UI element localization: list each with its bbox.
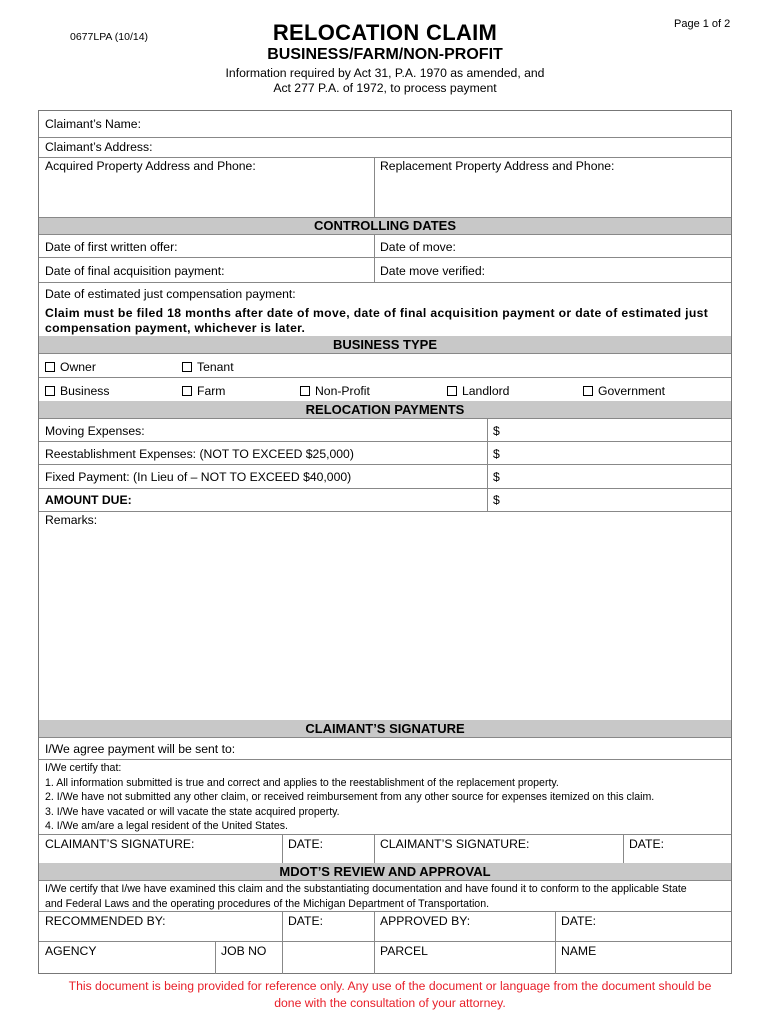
- first-offer-date-field[interactable]: Date of first written offer:: [45, 240, 178, 254]
- claimant-name-field[interactable]: Claimant’s Name:: [45, 117, 141, 131]
- controlling-dates-header: CONTROLLING DATES: [39, 217, 731, 234]
- moving-expenses-amount[interactable]: $: [493, 424, 500, 438]
- claimant-signature-1-field[interactable]: CLAIMANT’S SIGNATURE:: [45, 837, 195, 851]
- fixed-payment-amount[interactable]: $: [493, 470, 500, 484]
- claim-form: [38, 110, 732, 974]
- recommended-date-field[interactable]: DATE:: [288, 914, 323, 928]
- checkbox-icon: [583, 386, 593, 396]
- checkbox-icon: [182, 362, 192, 372]
- business-type-header: BUSINESS TYPE: [39, 336, 731, 353]
- amount-due-label: AMOUNT DUE:: [45, 493, 132, 507]
- move-verified-date-field[interactable]: Date move verified:: [380, 264, 485, 278]
- filing-deadline-notice-2: compensation payment, whichever is later.: [45, 321, 306, 335]
- form-subtitle: BUSINESS/FARM/NON-PROFIT: [267, 46, 503, 63]
- nonprofit-label: Non-Profit: [315, 384, 370, 398]
- business-label: Business: [60, 384, 110, 398]
- government-checkbox[interactable]: [583, 384, 665, 398]
- nonprofit-checkbox[interactable]: [300, 384, 370, 398]
- landlord-label: Landlord: [462, 384, 510, 398]
- certify-item-1: 1. All information submitted is true and correct and applies to the reestablishment of the replacement property.: [45, 776, 559, 789]
- parcel-field[interactable]: PARCEL: [380, 944, 428, 958]
- acquired-property-field[interactable]: Acquired Property Address and Phone:: [45, 159, 256, 173]
- replacement-property-field[interactable]: Replacement Property Address and Phone:: [380, 159, 615, 173]
- signature-date-2-field[interactable]: DATE:: [629, 837, 664, 851]
- final-payment-date-field[interactable]: Date of final acquisition payment:: [45, 264, 225, 278]
- certify-item-3: 3. I/We have vacated or will vacate the state acquired property.: [45, 805, 340, 818]
- checkbox-icon: [300, 386, 310, 396]
- mdot-review-header: MDOT’S REVIEW AND APPROVAL: [39, 863, 731, 880]
- tenant-checkbox[interactable]: [182, 360, 234, 374]
- review-text-2: and Federal Laws and the operating procedures of the Michigan Department of Transportation.: [45, 897, 490, 910]
- owner-label: Owner: [60, 360, 96, 374]
- claimant-signature-header: CLAIMANT’S SIGNATURE: [39, 720, 731, 737]
- certify-item-2: 2. I/We have not submitted any other claim, or received reimbursement from any other source for expenses itemized on this claim.: [45, 791, 655, 803]
- certify-heading: I/We certify that:: [45, 762, 122, 774]
- form-title: RELOCATION CLAIM: [272, 20, 498, 45]
- certify-item-4: 4. I/We am/are a legal resident of the United States.: [45, 820, 289, 832]
- reestablishment-expenses-amount[interactable]: $: [493, 447, 500, 461]
- tenant-label: Tenant: [197, 360, 234, 374]
- disclaimer-line-1: This document is being provided for reference only. Any use of the document or language from the document should be: [68, 979, 712, 993]
- form-info: [0, 66, 770, 96]
- remarks-field[interactable]: Remarks:: [45, 513, 98, 527]
- owner-checkbox[interactable]: [45, 360, 96, 374]
- review-text-1: I/We certify that I/we have examined this claim and the substantiating documentation and have found it to conform to the applicable State: [45, 883, 687, 895]
- government-label: Government: [598, 384, 666, 398]
- business-checkbox[interactable]: [45, 384, 109, 398]
- reestablishment-expenses-label: Reestablishment Expenses: (NOT TO EXCEED $25,000): [45, 447, 354, 461]
- certification-list: [45, 761, 654, 834]
- approved-date-field[interactable]: DATE:: [561, 914, 596, 928]
- info-line-1: Information required by Act 31, P.A. 1970 as amended, and: [225, 66, 545, 80]
- checkbox-icon: [447, 386, 457, 396]
- farm-checkbox[interactable]: [182, 384, 225, 398]
- filing-deadline-notice-1: Claim must be filed 18 months after date of move, date of final acquisition payment or date of estimated just: [45, 306, 709, 320]
- checkbox-icon: [45, 362, 55, 372]
- agency-field[interactable]: AGENCY: [45, 944, 97, 958]
- recommended-by-field[interactable]: RECOMMENDED BY:: [45, 914, 166, 928]
- estimated-payment-date-field[interactable]: Date of estimated just compensation payment:: [45, 287, 296, 301]
- checkbox-icon: [45, 386, 55, 396]
- reference-disclaimer: [40, 978, 740, 1012]
- name-field[interactable]: NAME: [561, 944, 597, 958]
- fixed-payment-label: Fixed Payment: (In Lieu of – NOT TO EXCEED $40,000): [45, 470, 352, 484]
- claimant-address-field[interactable]: Claimant’s Address:: [45, 140, 153, 154]
- approved-by-field[interactable]: APPROVED BY:: [380, 914, 471, 928]
- info-line-2: Act 277 P.A. of 1972, to process payment: [273, 81, 497, 95]
- landlord-checkbox[interactable]: [447, 384, 509, 398]
- farm-label: Farm: [197, 384, 226, 398]
- checkbox-icon: [182, 386, 192, 396]
- disclaimer-line-2: done with the consultation of your attorney.: [274, 996, 506, 1010]
- review-certification: [45, 882, 687, 911]
- page-number: Page 1 of 2: [674, 18, 731, 30]
- signature-date-1-field[interactable]: DATE:: [288, 837, 323, 851]
- amount-due-amount[interactable]: $: [493, 493, 500, 507]
- claimant-signature-2-field[interactable]: CLAIMANT’S SIGNATURE:: [380, 837, 530, 851]
- moving-expenses-label: Moving Expenses:: [45, 424, 145, 438]
- relocation-payments-header: RELOCATION PAYMENTS: [39, 401, 731, 418]
- form-number: 0677LPA (10/14): [70, 31, 149, 43]
- job-number-field[interactable]: JOB NO: [221, 944, 267, 958]
- move-date-field[interactable]: Date of move:: [380, 240, 456, 254]
- payment-recipient-field[interactable]: I/We agree payment will be sent to:: [45, 742, 236, 756]
